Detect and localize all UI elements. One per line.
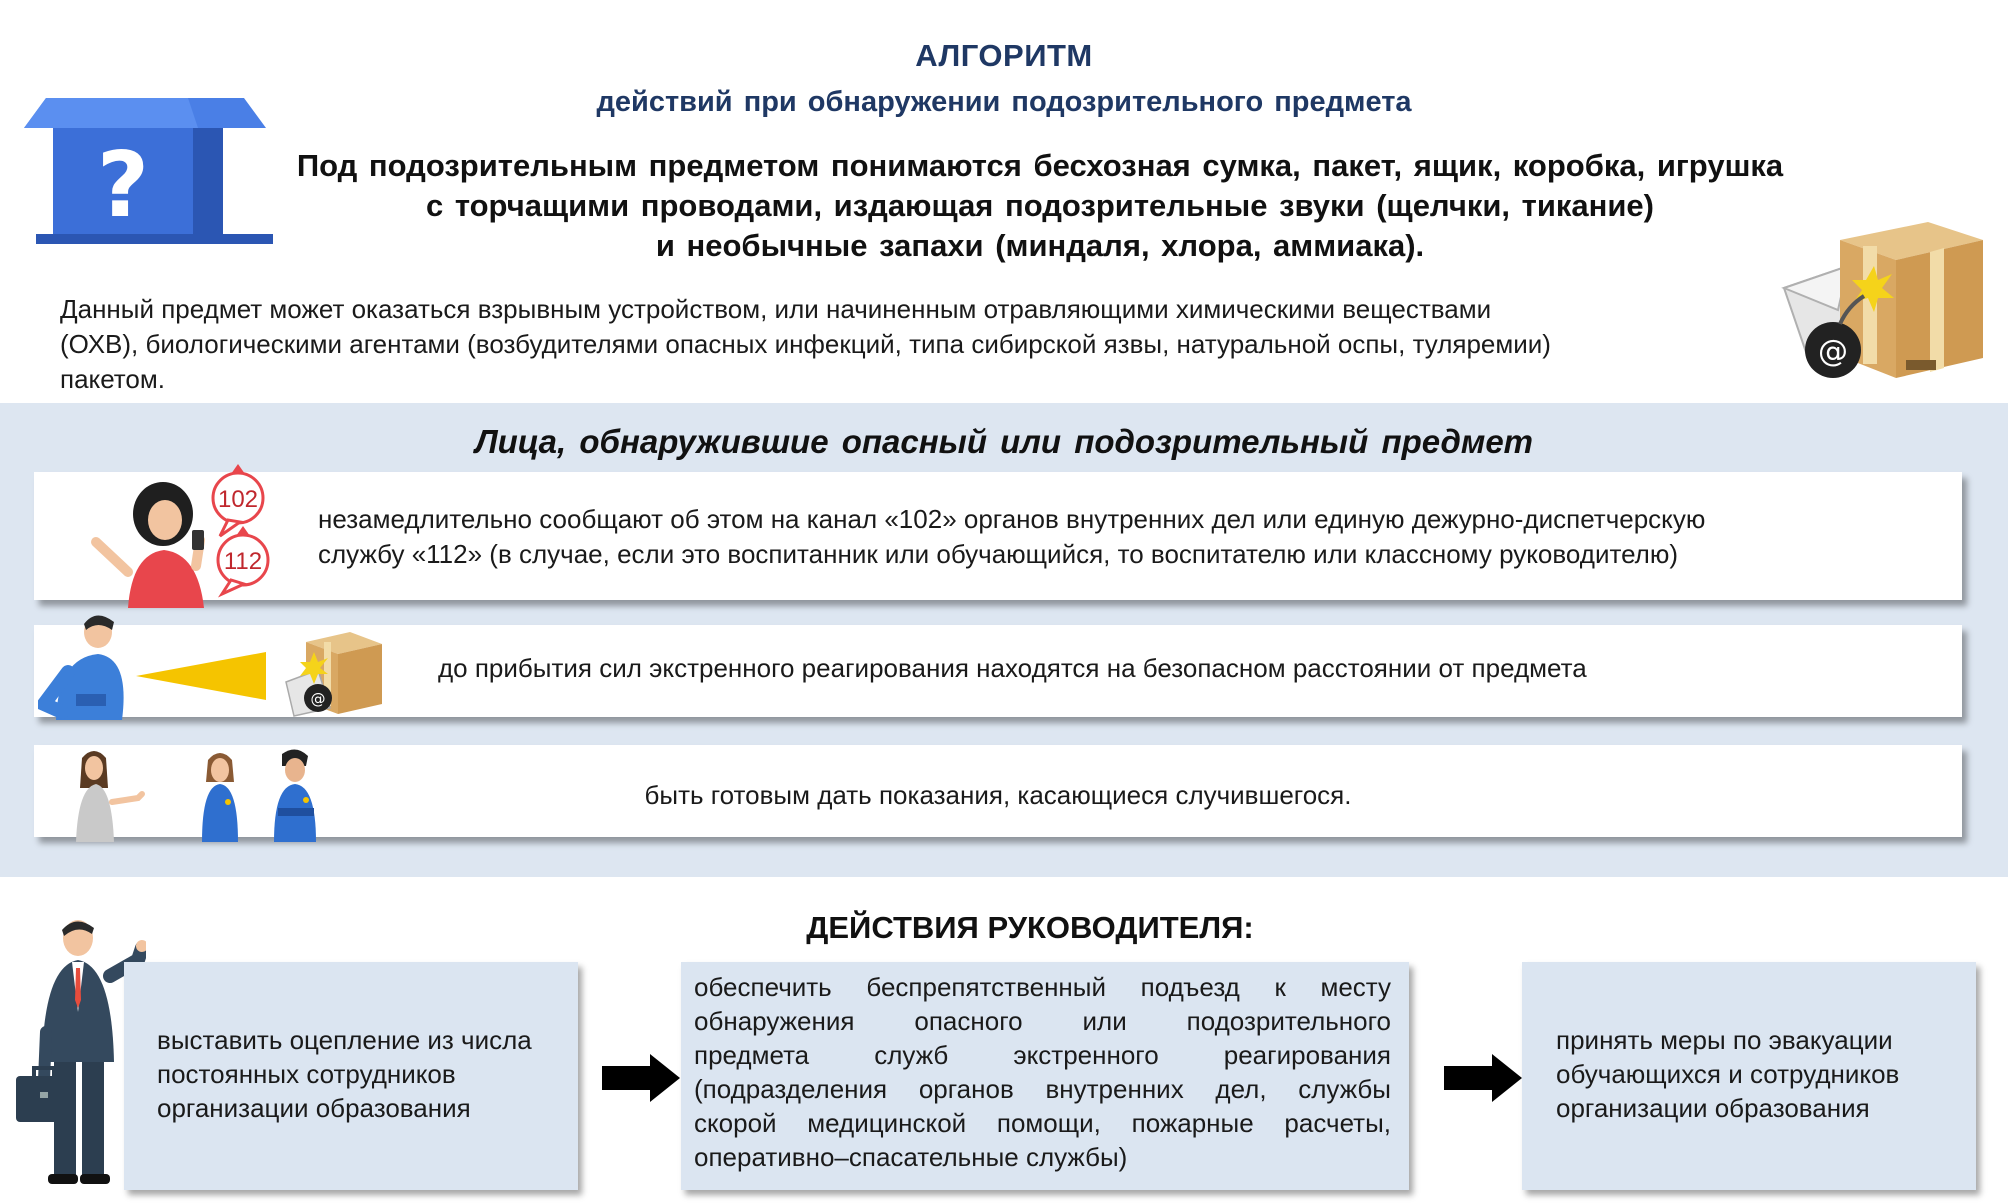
- step-text-testimony: быть готовым дать показания, касающиеся случившегося.: [644, 780, 1352, 810]
- arrow-right-icon: [602, 1054, 682, 1102]
- definition-text: Под подозрительным предметом понимаются бесхозная сумка, пакет, ящик, коробка, игрушка с торчащими проводами, издающая подозрительные звуки (щелчки, тикание) и необычные запахи (миндаля, хлора, аммиака).: [296, 148, 1784, 263]
- leader-action-access-text: обеспечить беспрепятственный подъезд к месту обнаружения опасного или подозрительного предмета служб экстренного реагирования (подразделения органов внутренних дел, службы скорой медицинской помощи, пожарные расчеты, оперативно–спасательные службы): [694, 972, 1391, 1172]
- svg-text:@: @: [1818, 334, 1848, 369]
- suspicious-parcel-icon: [1778, 218, 1993, 388]
- intro-paragraph: Данный предмет может оказаться взрывным устройством, или начиненным отравляющими химическими веществами (ОХВ), биологическими агентами (возбудителями опасных инфекций, типа сибирской язвы, натуральной оспы, туляремии) пакетом.: [60, 294, 1551, 394]
- step-text-report: незамедлительно сообщают об этом на канал «102» органов внутренних дел или единую дежурно-диспетчерскую службу «112» (в случае, если это воспитанник или обучающийся, то воспитателю или классному руководителю): [318, 504, 1706, 569]
- persons-section-title: Лица, обнаружившие опасный или подозрительный предмет: [474, 423, 1534, 460]
- page-subtitle: действий при обнаружении подозрительного предмета: [596, 86, 1412, 118]
- leader-action-evacuation-text: принять меры по эвакуации обучающихся и сотрудников организации образования: [1556, 1025, 1900, 1123]
- svg-text:102: 102: [217, 486, 259, 513]
- leader-action-cordon-text: выставить оцепление из числа постоянных сотрудников организации образования: [157, 1025, 532, 1123]
- svg-text:?: ?: [96, 133, 150, 238]
- step-text-distance: до прибытия сил экстренного реагирования находятся на безопасном расстоянии от предмета: [438, 653, 1587, 683]
- leader-section-title: ДЕЙСТВИЯ РУКОВОДИТЕЛЯ:: [806, 910, 1254, 945]
- safe-distance-icon: [38, 612, 398, 720]
- svg-text:@: @: [310, 690, 326, 708]
- arrow-right-icon: [1444, 1054, 1524, 1102]
- page-title: АЛГОРИТМ: [915, 38, 1093, 73]
- woman-phone-icon: [88, 462, 288, 608]
- svg-text:112: 112: [223, 548, 263, 575]
